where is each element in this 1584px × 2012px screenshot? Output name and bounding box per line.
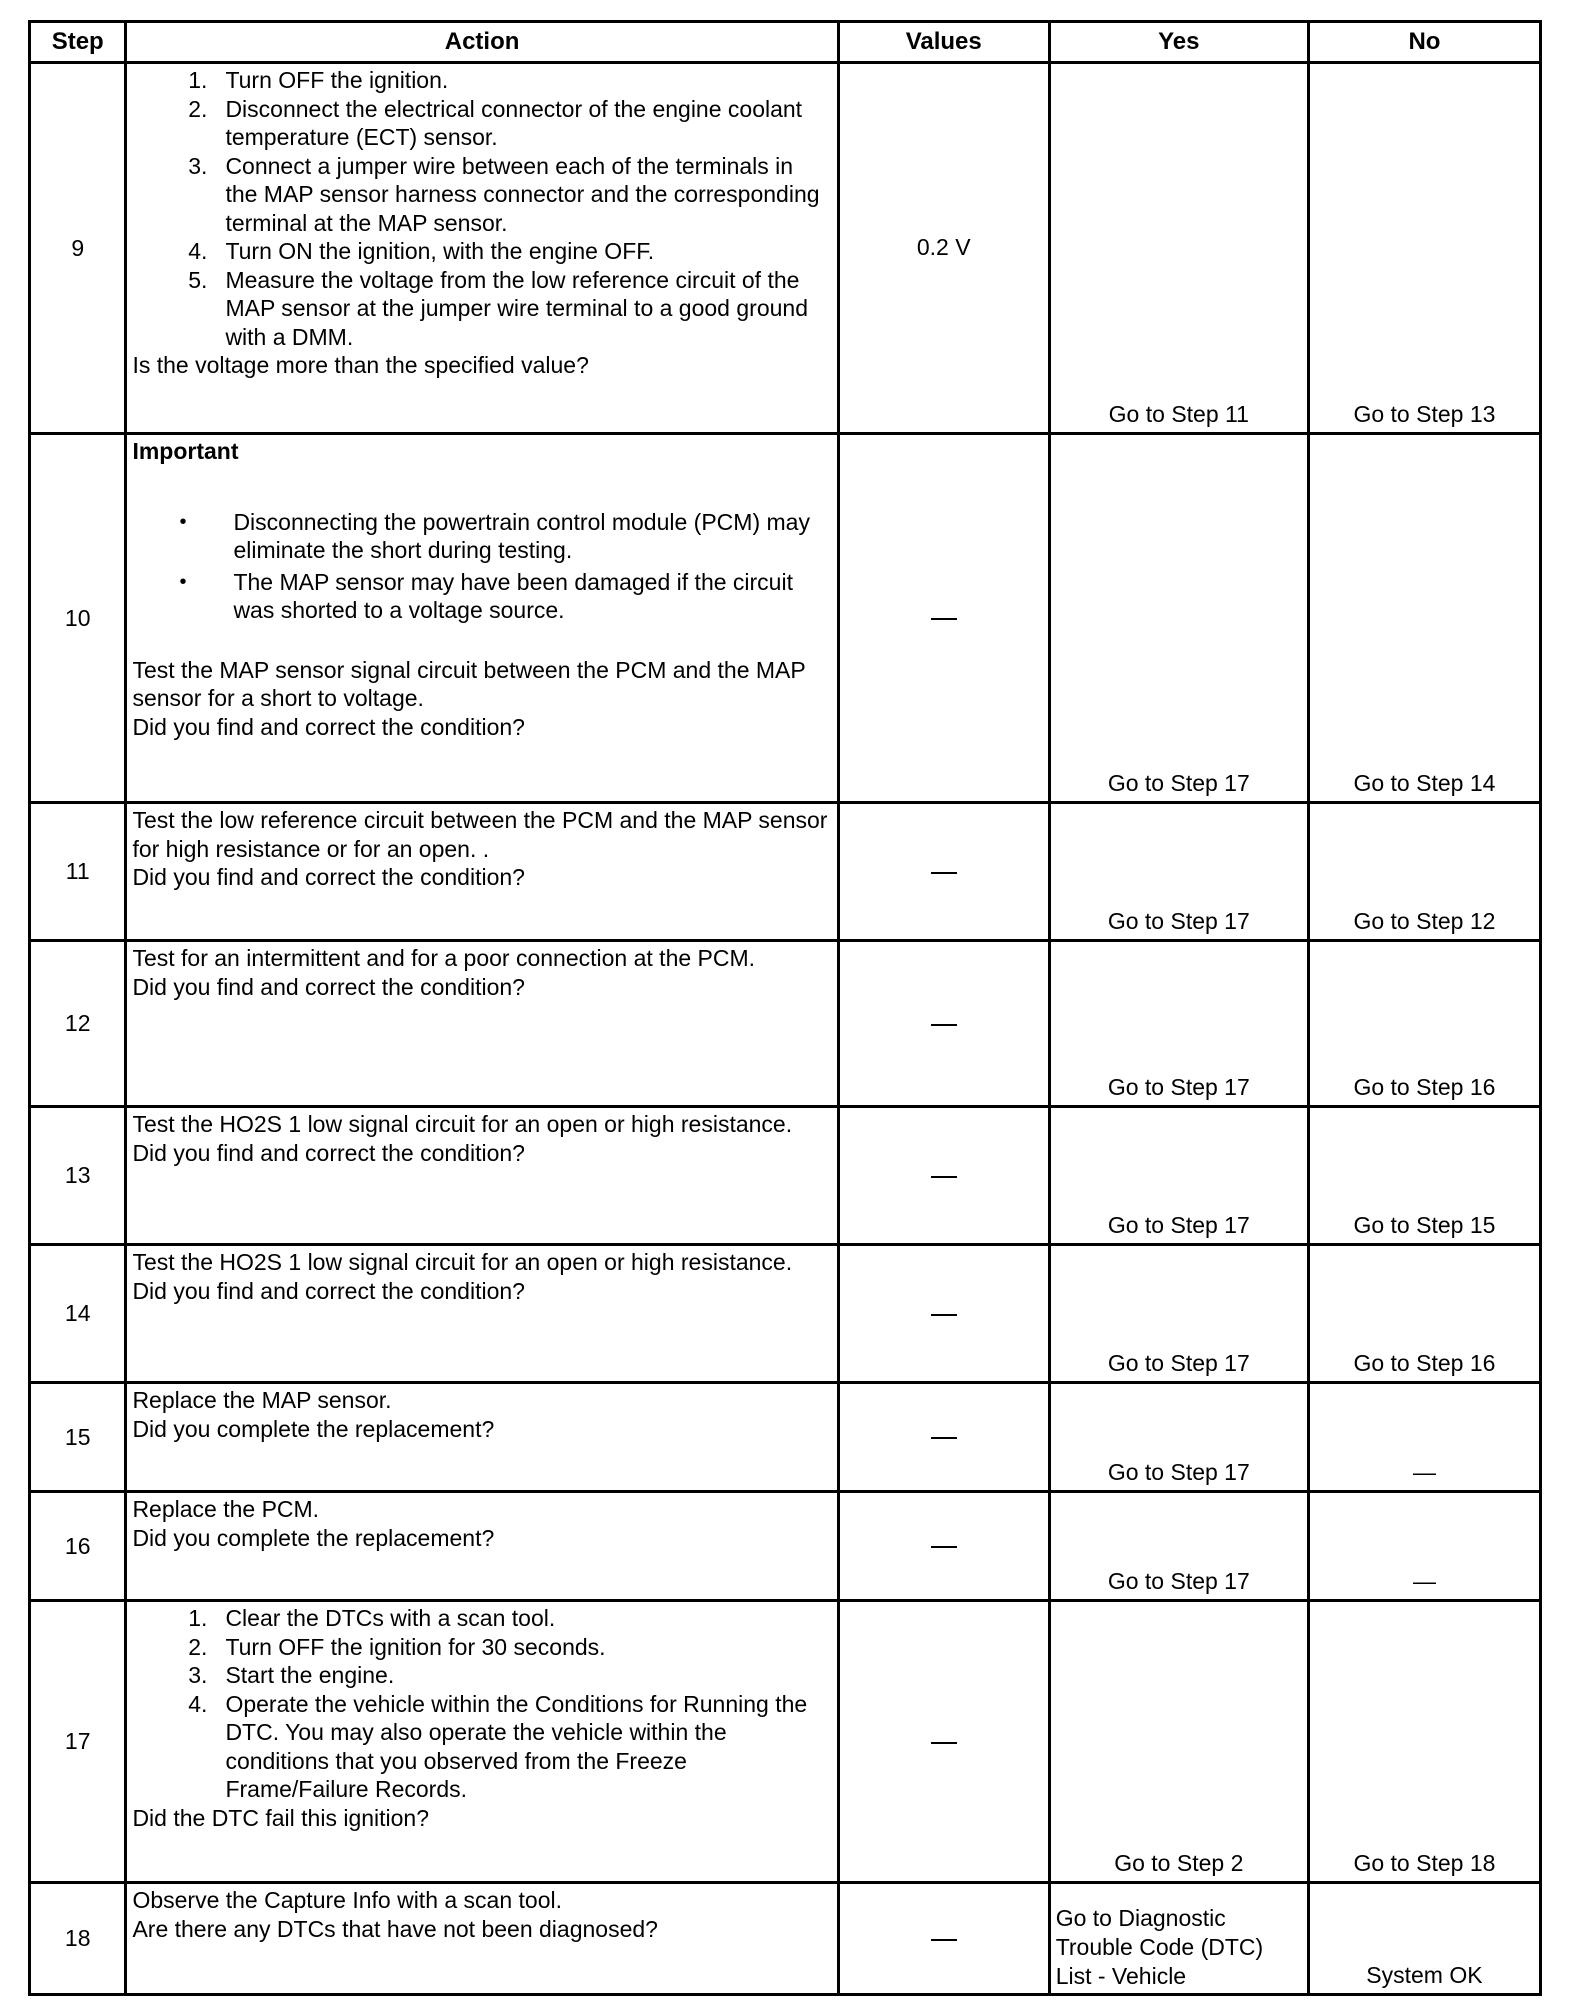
value-cell <box>838 1107 1049 1245</box>
action-cell <box>126 1107 838 1245</box>
list-item: 3. Start the engine. <box>188 1662 395 1688</box>
numbered-steps <box>132 1604 830 1804</box>
table-row <box>30 1883 1541 1995</box>
action-cell <box>126 941 838 1107</box>
value-cell <box>838 941 1049 1107</box>
dash-icon <box>931 1742 957 1744</box>
action-cell <box>126 63 838 434</box>
list-item: • Disconnecting the powertrain control module (PCM) may eliminate the short during testing. <box>132 508 830 565</box>
dtc-list-link: Go to Diagnostic Trouble Code (DTC) List - Vehicle <box>1055 1905 1264 1989</box>
question-text: Are there any DTCs that have not been diagnosed? <box>132 1915 658 1942</box>
action-text: Test the HO2S 1 low signal circuit for an open or high resistance. <box>132 1249 793 1275</box>
header-no: No <box>1308 22 1540 63</box>
action-text: Test the HO2S 1 low signal circuit for an open or high resistance. <box>132 1111 793 1137</box>
step-number: 10 <box>30 434 126 803</box>
table-row <box>30 1383 1541 1492</box>
table-row <box>30 1245 1541 1383</box>
step-number: 14 <box>30 1245 126 1383</box>
action-cell <box>126 1883 838 1995</box>
dash-icon <box>931 1546 957 1548</box>
no-cell: — <box>1308 1492 1540 1601</box>
step-number: 18 <box>30 1883 126 1995</box>
step-number: 15 <box>30 1383 126 1492</box>
action-text: Replace the PCM. <box>132 1496 320 1522</box>
list-item: 4. Operate the vehicle within the Conditions for Running the DTC. You may also operate the vehicle within the conditions that you observed from the Freeze Frame/Failure Records. <box>188 1690 808 1802</box>
question-text: Did you find and correct the condition? <box>132 864 525 890</box>
action-cell <box>126 803 838 941</box>
yes-cell: Go to Step 17 <box>1049 941 1308 1107</box>
yes-cell: Go to Step 17 <box>1049 803 1308 941</box>
value-cell <box>838 1601 1049 1883</box>
yes-cell: Go to Step 17 <box>1049 1245 1308 1383</box>
no-cell: Go to Step 18 <box>1308 1601 1540 1883</box>
important-label: Important <box>132 438 239 464</box>
question-text: Did you complete the replacement? <box>132 1524 495 1551</box>
question-text: Did you find and correct the condition? <box>132 973 525 1000</box>
no-cell: — <box>1308 1383 1540 1492</box>
list-item: 2. Turn OFF the ignition for 30 seconds. <box>188 1633 606 1660</box>
action-text: Test the low reference circuit between the PCM and the MAP sensor for high resistance or for an open. . <box>132 807 828 862</box>
step-number: 11 <box>30 803 126 941</box>
no-cell: Go to Step 12 <box>1308 803 1540 941</box>
yes-cell: Go to Step 11 <box>1049 63 1308 434</box>
table-row <box>30 1601 1541 1883</box>
action-cell <box>126 1383 838 1492</box>
step-number: 13 <box>30 1107 126 1245</box>
value-cell <box>838 1883 1049 1995</box>
question-text: Did you find and correct the condition? <box>132 713 525 740</box>
table-row <box>30 1492 1541 1601</box>
list-item: • The MAP sensor may have been damaged if the circuit was shorted to a voltage source. <box>132 568 830 625</box>
bullet-icon: • <box>179 570 187 593</box>
dash-icon <box>931 1314 957 1316</box>
list-item: 2. Disconnect the electrical connector of the engine coolant temperature (ECT) sensor. <box>188 95 803 150</box>
yes-cell: Go to Step 17 <box>1049 1492 1308 1601</box>
bullet-list <box>132 508 830 625</box>
action-text: Test the MAP sensor signal circuit between the PCM and the MAP sensor for a short to voltage. <box>132 656 806 711</box>
no-cell: System OK <box>1308 1883 1540 1995</box>
question-text: Did you find and correct the condition? <box>132 1139 525 1166</box>
table-row <box>30 434 1541 803</box>
yes-cell: Go to Step 17 <box>1049 434 1308 803</box>
dash-icon <box>931 618 957 620</box>
header-step: Step <box>30 22 126 63</box>
bullet-icon: • <box>179 510 187 533</box>
table-row <box>30 941 1541 1107</box>
value-cell <box>838 434 1049 803</box>
no-cell: Go to Step 14 <box>1308 434 1540 803</box>
dash-icon <box>931 1939 957 1941</box>
yes-cell <box>1049 1883 1308 1995</box>
action-text: Observe the Capture Info with a scan tool. <box>132 1887 563 1913</box>
action-cell <box>126 1492 838 1601</box>
dash-icon <box>931 1437 957 1439</box>
no-cell: Go to Step 16 <box>1308 941 1540 1107</box>
action-cell <box>126 1601 838 1883</box>
diagnostic-table <box>28 20 1542 1996</box>
header-yes: Yes <box>1049 22 1308 63</box>
action-cell <box>126 1245 838 1383</box>
table-row <box>30 803 1541 941</box>
value-cell: 0.2 V <box>838 63 1049 434</box>
value-cell <box>838 1492 1049 1601</box>
table-row <box>30 1107 1541 1245</box>
value-cell <box>838 1383 1049 1492</box>
list-item: 4. Turn ON the ignition, with the engine OFF. <box>188 238 655 264</box>
step-number: 12 <box>30 941 126 1107</box>
no-cell: Go to Step 16 <box>1308 1245 1540 1383</box>
list-item: 3. Connect a jumper wire between each of the terminals in the MAP sensor harness connector and the corresponding terminal at the MAP sensor. <box>188 152 820 236</box>
action-cell <box>126 434 838 803</box>
list-item: 5. Measure the voltage from the low reference circuit of the MAP sensor at the jumper wire terminal to a good ground with a DMM. <box>188 266 808 350</box>
no-cell: Go to Step 15 <box>1308 1107 1540 1245</box>
header-action: Action <box>126 22 838 63</box>
value-cell <box>838 1245 1049 1383</box>
question-text: Did the DTC fail this ignition? <box>132 1804 430 1831</box>
list-item: 1. Turn OFF the ignition. <box>188 67 449 93</box>
step-number: 16 <box>30 1492 126 1601</box>
dash-icon <box>931 872 957 874</box>
table-row <box>30 63 1541 434</box>
question-text: Did you find and correct the condition? <box>132 1277 525 1304</box>
dash-icon <box>931 1024 957 1026</box>
header-row <box>30 22 1541 63</box>
dash-icon <box>931 1176 957 1178</box>
step-number: 17 <box>30 1601 126 1883</box>
question-text: Is the voltage more than the specified value? <box>132 352 589 378</box>
list-item: 1. Clear the DTCs with a scan tool. <box>188 1605 556 1631</box>
action-text: Test for an intermittent and for a poor connection at the PCM. <box>132 945 756 971</box>
no-cell: Go to Step 13 <box>1308 63 1540 434</box>
value-cell <box>838 803 1049 941</box>
action-text: Replace the MAP sensor. <box>132 1387 392 1413</box>
question-text: Did you complete the replacement? <box>132 1415 495 1442</box>
step-number: 9 <box>30 63 126 434</box>
yes-cell: Go to Step 17 <box>1049 1107 1308 1245</box>
yes-cell: Go to Step 2 <box>1049 1601 1308 1883</box>
header-values: Values <box>838 22 1049 63</box>
yes-cell: Go to Step 17 <box>1049 1383 1308 1492</box>
numbered-steps <box>132 66 830 351</box>
